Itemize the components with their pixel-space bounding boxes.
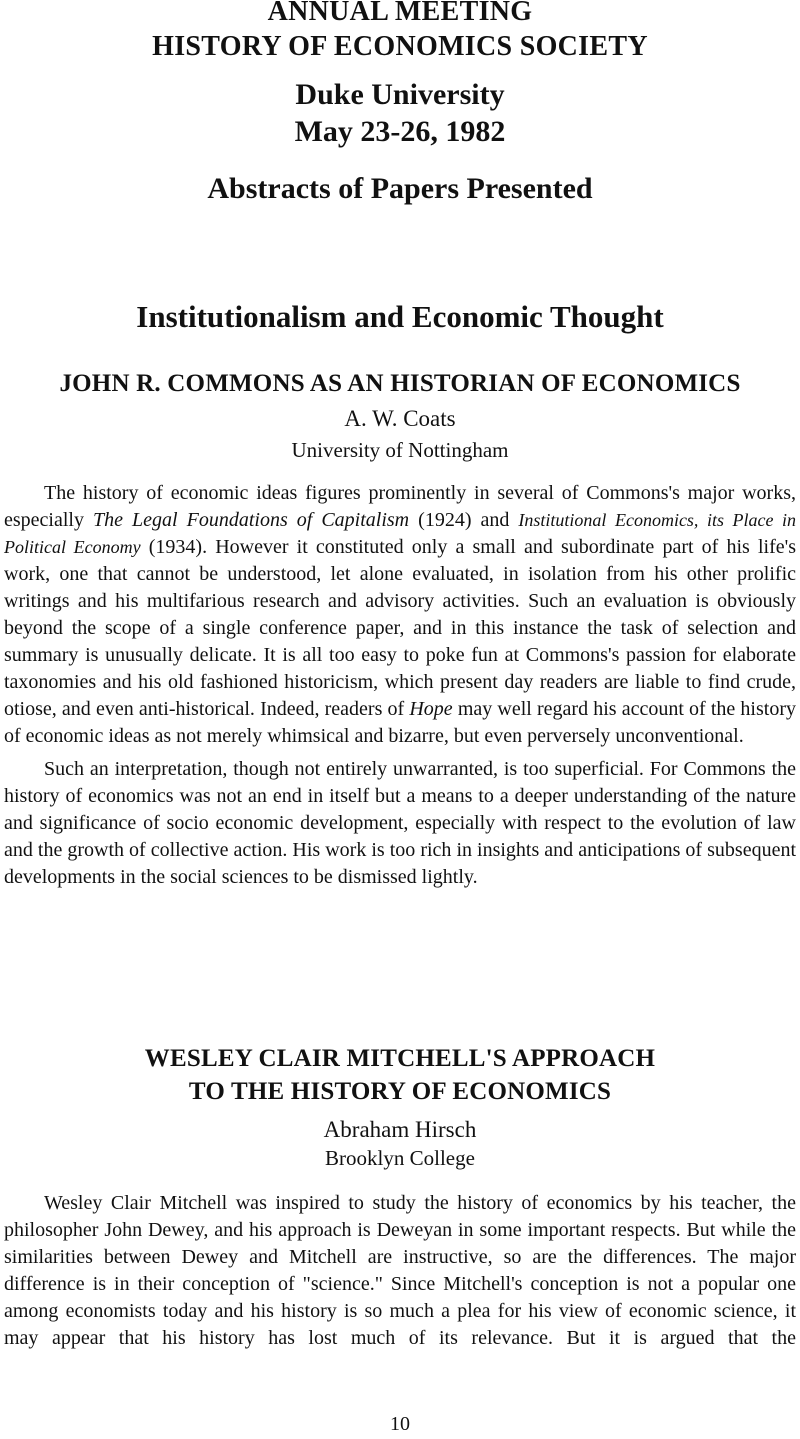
page-number: 10: [390, 1413, 410, 1435]
abstract-body: [4, 480, 796, 891]
abstract-paragraph: The history of economic ideas figures prominently in several of Commons's major works, especially The Legal Foundations of Capitalism (1924) and Institutional Economics, its Place in Political Economy (1934). However it constituted only a small and subordinate part of his life's work, one that cannot be understood, let alone evaluated, in isolation from his other prolific writings and his multifarious research and advisory activities. Such an evaluation is obviously beyond the scope of a single conference paper, and in this instance the task of selection and summary is unusually delicate. It is all too easy to poke fun at Commons's passion for elaborate taxonomies and his old fashioned historicism, which present day readers are liable to find crude, otiose, and even anti-historical. Indeed, readers of Hope may well regard his account of the history of economic ideas as not merely whimsical and bizarre, but even perversely unconventional.: [4, 482, 796, 747]
abstract-paragraph: Wesley Clair Mitchell was inspired to study the history of economics by his teacher, the philosopher John Dewey, and his approach is Deweyan in some important respects. But while the similarities between Dewey and Mitchell are instructive, so are the differences. The major difference is in their conception of "science." Since Mitchell's conception is not a popular one among economists today and his history is so much a plea for his view of economic science, it may appear that his history has lost much of its relevance. But it is argued that the: [4, 1192, 796, 1349]
abstracts-subtitle: Abstracts of Papers Presented: [207, 172, 593, 205]
abstract-body: [4, 1190, 796, 1352]
abstract-paragraph: Such an interpretation, though not entirely unwarranted, is too superficial. For Commons the history of economics was not an end in itself but a means to a deeper understanding of the nature and significance of socio economic development, especially with respect to the evolution of law and the growth of collective action. His work is too rich in insights and anticipations of subsequent developments in the social sciences to be dismissed lightly.: [4, 758, 796, 888]
paper-author: Abraham Hirsch: [323, 1117, 477, 1142]
meeting-venue: Duke University: [295, 78, 505, 111]
meeting-title: ANNUAL MEETING: [267, 0, 533, 27]
society-name: HISTORY OF ECONOMICS SOCIETY: [152, 31, 648, 62]
paper-affiliation: University of Nottingham: [291, 438, 509, 462]
paper-affiliation: Brooklyn College: [325, 1146, 475, 1170]
paper-author: A. W. Coats: [344, 406, 456, 431]
paper-title: [4, 1044, 796, 1107]
meeting-dates: May 23-26, 1982: [294, 115, 506, 148]
paper-title: JOHN R. COMMONS AS AN HISTORIAN OF ECONOMICS: [59, 370, 741, 397]
paper-title-line: TO THE HISTORY OF ECONOMICS: [188, 1078, 612, 1105]
paper-title-line: WESLEY CLAIR MITCHELL'S APPROACH: [144, 1045, 656, 1072]
section-title: Institutionalism and Economic Thought: [136, 299, 664, 334]
